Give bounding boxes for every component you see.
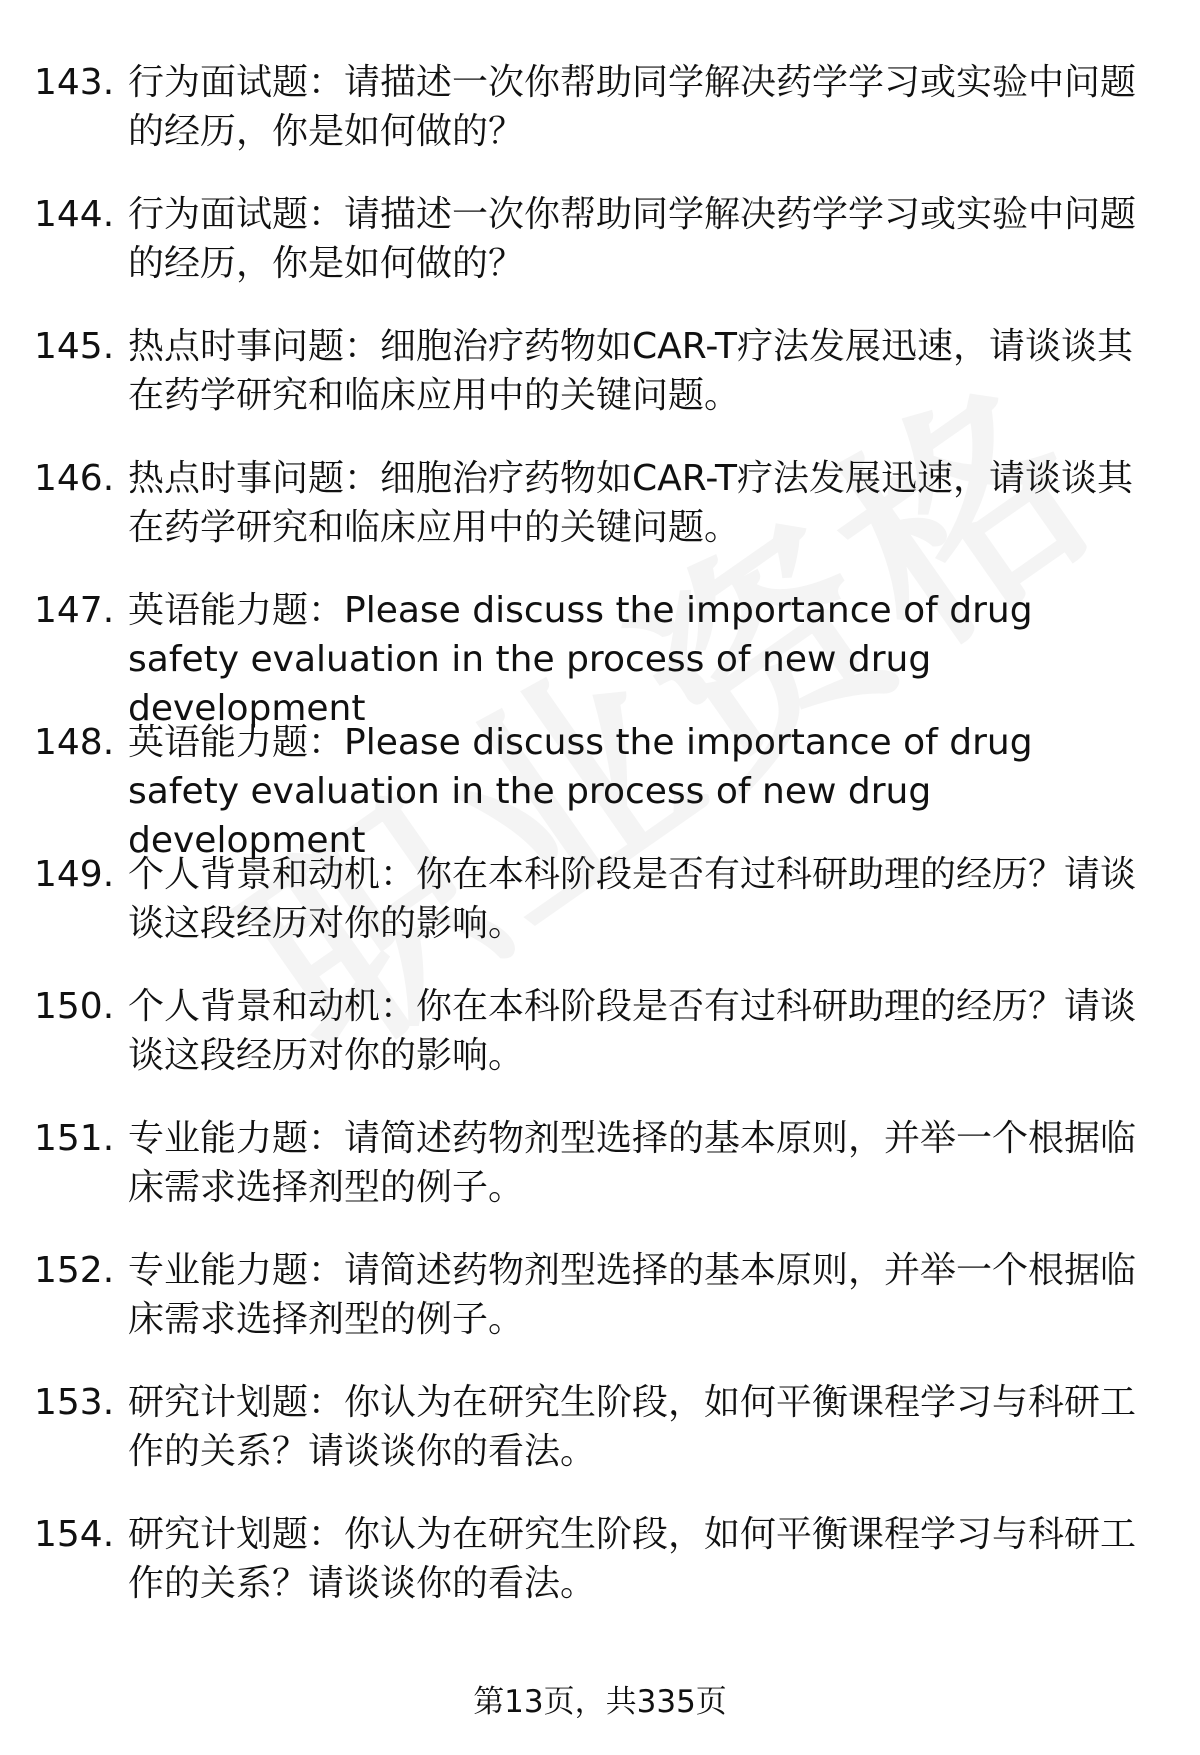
question-number: 153. — [34, 1382, 115, 1423]
question-text: 热点时事问题：细胞治疗药物如CAR-T疗法发展迅速，请谈谈其在药学研究和临床应用中的关键问题。 — [128, 458, 1133, 548]
question-text: 个人背景和动机：你在本科阶段是否有过科研助理的经历？请谈谈这段经历对你的影响。 — [128, 986, 1137, 1076]
question-number: 143. — [34, 62, 115, 103]
question-item-152 — [34, 1246, 1154, 1378]
question-text: 热点时事问题：细胞治疗药物如CAR-T疗法发展迅速，请谈谈其在药学研究和临床应用中的关键问题。 — [128, 326, 1133, 416]
question-item-151 — [34, 1114, 1154, 1246]
question-number: 150. — [34, 986, 115, 1027]
question-number: 147. — [34, 590, 115, 631]
question-text: 专业能力题：请简述药物剂型选择的基本原则，并举一个根据临床需求选择剂型的例子。 — [128, 1250, 1137, 1340]
question-item-153 — [34, 1378, 1154, 1510]
question-text: 研究计划题：你认为在研究生阶段，如何平衡课程学习与科研工作的关系？请谈谈你的看法。 — [128, 1382, 1137, 1472]
question-text: 英语能力题：Please discuss the importance of drug safety evaluation in the process of new drug development — [128, 590, 1033, 729]
question-item-143 — [34, 58, 1154, 190]
question-number: 148. — [34, 722, 115, 763]
page-footer: 第13页，共335页 — [473, 1684, 727, 1720]
question-text: 研究计划题：你认为在研究生阶段，如何平衡课程学习与科研工作的关系？请谈谈你的看法。 — [128, 1514, 1137, 1604]
question-item-145 — [34, 322, 1154, 454]
question-text: 专业能力题：请简述药物剂型选择的基本原则，并举一个根据临床需求选择剂型的例子。 — [128, 1118, 1137, 1208]
question-number: 144. — [34, 194, 115, 235]
question-number: 154. — [34, 1514, 115, 1555]
question-item-146 — [34, 454, 1154, 586]
question-text: 个人背景和动机：你在本科阶段是否有过科研助理的经历？请谈谈这段经历对你的影响。 — [128, 854, 1137, 944]
question-item-154 — [34, 1510, 1154, 1642]
question-item-148 — [34, 718, 1154, 861]
question-item-147 — [34, 586, 1154, 729]
question-number: 149. — [34, 854, 115, 895]
question-item-149 — [34, 850, 1154, 982]
question-text: 行为面试题：请描述一次你帮助同学解决药学学习或实验中问题的经历，你是如何做的？ — [128, 194, 1137, 284]
question-number: 145. — [34, 326, 115, 367]
question-item-150 — [34, 982, 1154, 1114]
question-number: 146. — [34, 458, 115, 499]
question-list — [34, 58, 1154, 1642]
question-item-144 — [34, 190, 1154, 322]
question-number: 152. — [34, 1250, 115, 1291]
question-text: 英语能力题：Please discuss the importance of drug safety evaluation in the process of new drug development — [128, 722, 1033, 861]
question-text: 行为面试题：请描述一次你帮助同学解决药学学习或实验中问题的经历，你是如何做的？ — [128, 62, 1137, 152]
question-number: 151. — [34, 1118, 115, 1159]
